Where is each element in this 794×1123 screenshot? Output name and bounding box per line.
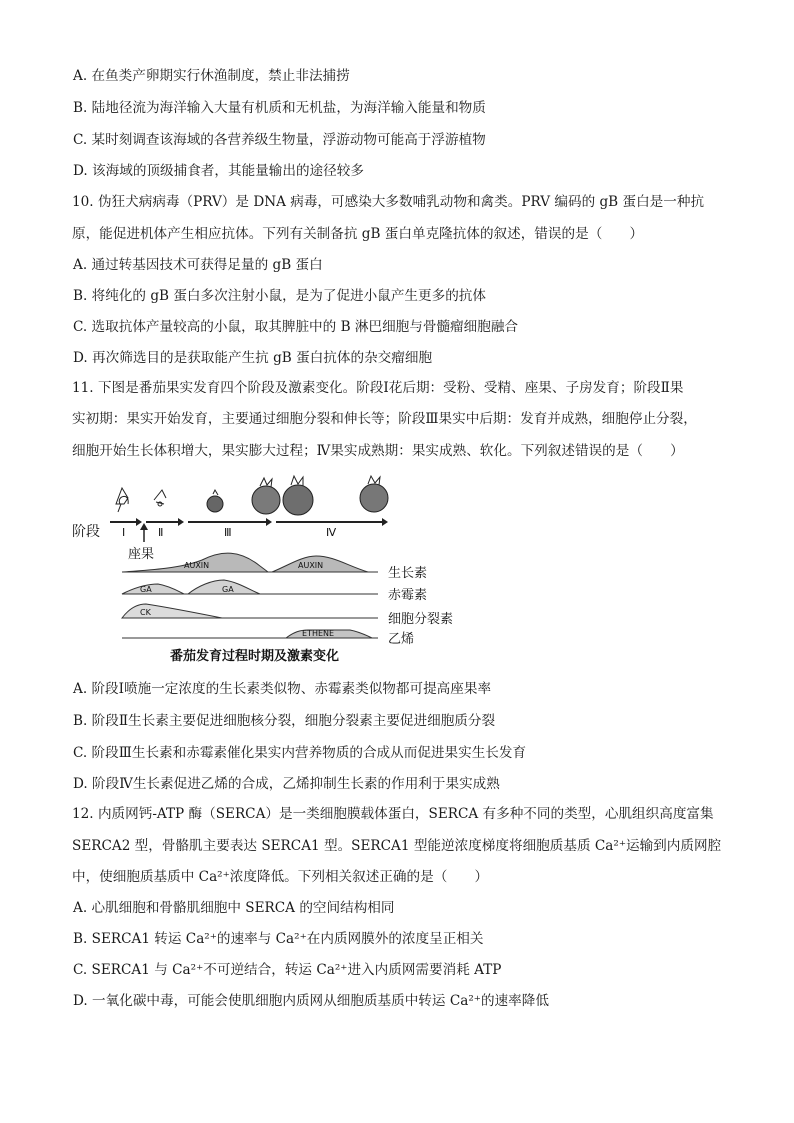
figure-caption: 番茄发育过程时期及激素变化 (170, 649, 340, 664)
ethene-peak-label: ETHENE (302, 629, 335, 638)
q10-option-d: D. 再次筛选目的是获取能产生抗 gB 蛋白抗体的杂交瘤细胞 (73, 350, 433, 366)
ga-peak-label-2: GA (222, 585, 234, 594)
fruit-set-label: 座果 (128, 547, 155, 562)
q9-option-b: B. 陆地径流为海洋输入大量有机质和无机盐，为海洋输入能量和物质 (73, 100, 486, 116)
stage-ii-label: Ⅱ (158, 526, 164, 539)
q11-option-c: C. 阶段Ⅲ生长素和赤霉素催化果实内营养物质的合成从而促进果实生长发育 (73, 745, 527, 761)
ck-curve (122, 604, 378, 618)
ripe-fruit-icon (360, 476, 388, 512)
fruit-set-arrow (140, 523, 148, 542)
q10-stem-line-1: 10. 伪狂犬病病毒（PRV）是 DNA 病毒，可感染大多数哺乳动物和禽类。PRV 编码的 gB 蛋白是一种抗 (72, 194, 705, 210)
q12-option-c: C. SERCA1 与 Ca²⁺不可逆结合，转运 Ca²⁺进入内质网需要消耗 ATP (73, 962, 502, 978)
q9-option-d: D. 该海域的顶级捕食者，其能量输出的途径较多 (73, 163, 364, 179)
ethene-name: 乙烯 (388, 632, 415, 647)
q10-option-c: C. 选取抗体产量较高的小鼠，取其脾脏中的 B 淋巴细胞与骨髓瘤细胞融合 (73, 319, 519, 335)
ck-name: 细胞分裂素 (388, 612, 454, 627)
ga-name: 赤霉素 (388, 588, 428, 603)
q9-option-c: C. 某时刻调查该海域的各营养级生物量，浮游动物可能高于浮游植物 (73, 132, 486, 148)
medium-fruit-icon (252, 478, 280, 514)
q11-stem-line-1: 11. 下图是番茄果实发育四个阶段及激素变化。阶段Ⅰ花后期：受粉、受精、座果、子房发育；阶段Ⅱ果 (72, 380, 684, 396)
q10-stem-line-2: 原，能促进机体产生相应抗体。下列有关制备抗 gB 蛋白单克隆抗体的叙述，错误的是（ ） (72, 226, 644, 242)
q12-stem-line-1: 12. 内质网钙-ATP 酶（SERCA）是一类细胞膜载体蛋白，SERCA 有多种不同的类型，心肌组织高度富集 (72, 806, 714, 822)
q10-option-a: A. 通过转基因技术可获得足量的 gB 蛋白 (73, 257, 323, 273)
q11-option-b: B. 阶段Ⅱ生长素主要促进细胞核分裂，细胞分裂素主要促进细胞质分裂 (73, 713, 496, 729)
auxin-curve (122, 553, 378, 572)
ga-curve (122, 580, 378, 594)
q10-option-b: B. 将纯化的 gB 蛋白多次注射小鼠，是为了促进小鼠产生更多的抗体 (73, 288, 486, 304)
q11-stem-line-2: 实初期：果实开始发育，主要通过细胞分裂和伸长等；阶段Ⅲ果实中后期：发育并成熟，细胞停止分裂， (72, 411, 697, 427)
stage-arrows (110, 518, 388, 526)
large-fruit-icon (283, 476, 313, 515)
tomato-hormone-figure (72, 474, 472, 674)
stage-i-label: Ⅰ (122, 526, 126, 539)
q12-option-d: D. 一氧化碳中毒，可能会使肌细胞内质网从细胞质基质中转运 Ca²⁺的速率降低 (73, 993, 549, 1009)
q12-stem-line-2: SERCA2 型，骨骼肌主要表达 SERCA1 型。SERCA1 型能逆浓度梯度将细胞质基质 Ca²⁺运输到内质网腔 (72, 838, 722, 854)
q11-option-d: D. 阶段Ⅳ生长素促进乙烯的合成，乙烯抑制生长素的作用利于果实成熟 (73, 776, 500, 792)
stage-iii-label: Ⅲ (224, 526, 232, 539)
q12-option-b: B. SERCA1 转运 Ca²⁺的速率与 Ca²⁺在内质网膜外的浓度呈正相关 (73, 931, 484, 947)
q12-option-a: A. 心肌细胞和骨骼肌细胞中 SERCA 的空间结构相同 (73, 900, 395, 916)
young-fruit-icon (154, 490, 166, 506)
ck-peak-label: CK (140, 608, 151, 617)
flower-icon (116, 488, 128, 512)
auxin-name: 生长素 (388, 566, 428, 581)
small-fruit-icon (207, 490, 223, 512)
figure-svg (72, 474, 472, 674)
stage-iv-label: Ⅳ (326, 526, 337, 539)
ga-peak-label-1: GA (140, 585, 152, 594)
auxin-peak-label-1: AUXIN (184, 561, 210, 570)
q9-option-a: A. 在鱼类产卵期实行休渔制度，禁止非法捕捞 (73, 68, 350, 84)
stage-label: 阶段 (72, 524, 100, 540)
ethene-curve (122, 629, 378, 638)
q11-option-a: A. 阶段Ⅰ喷施一定浓度的生长素类似物、赤霉素类似物都可提高座果率 (73, 681, 492, 697)
auxin-peak-label-2: AUXIN (298, 561, 324, 570)
q12-stem-line-3: 中，使细胞质基质中 Ca²⁺浓度降低。下列相关叙述正确的是（ ） (72, 869, 489, 885)
q11-stem-line-3: 细胞开始生长体积增大，果实膨大过程；Ⅳ果实成熟期：果实成熟、软化。下列叙述错误的是（ ） (72, 443, 684, 459)
